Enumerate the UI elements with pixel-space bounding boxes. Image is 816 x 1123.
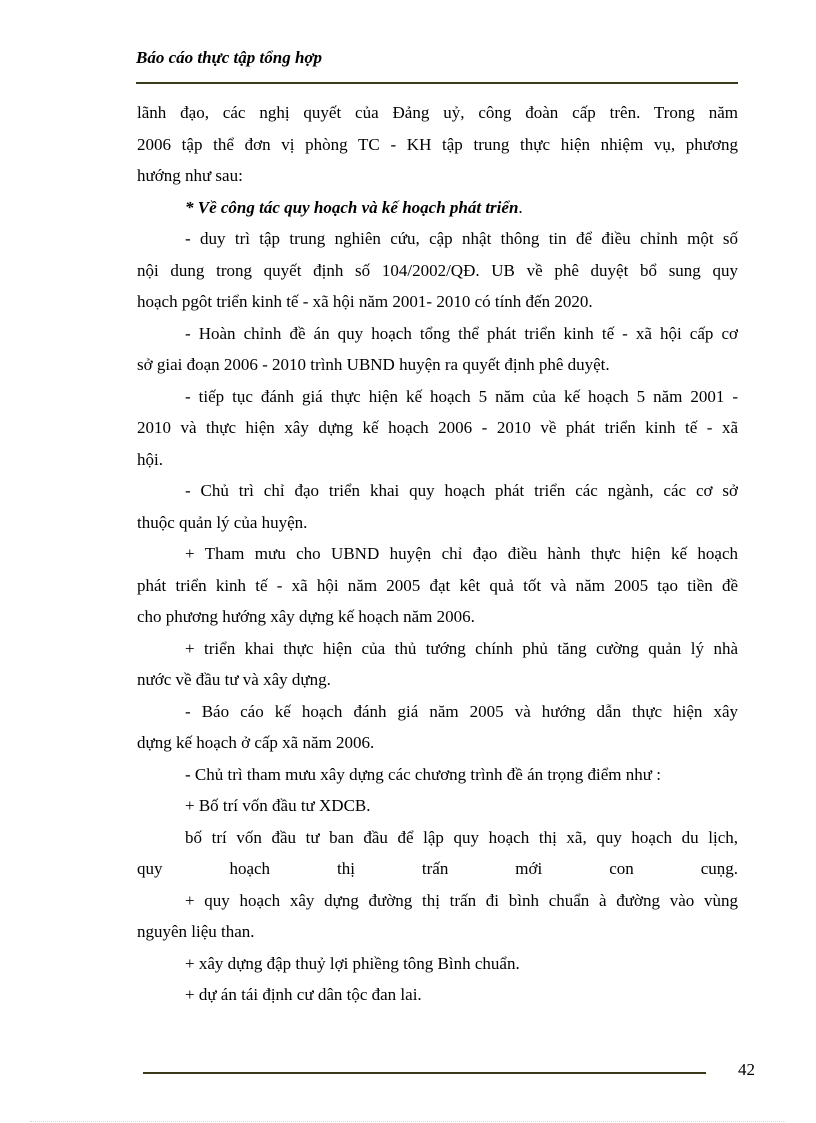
section-heading-period: . <box>518 197 523 217</box>
header-rule <box>136 82 738 84</box>
text-line: - tiếp tục đánh giá thực hiện kế hoạch 5 năm của kế hoạch 5 năm 2001 - <box>185 386 738 406</box>
text-line: + Tham mưu cho UBND huyện chỉ đạo điều hành thực hiện kế hoạch <box>185 544 738 563</box>
text-line: bố trí vốn đầu tư ban đầu để lập quy hoạch thị xã, quy hoạch du lịch, <box>185 827 738 847</box>
text-line: + Bố trí vốn đầu tư XDCB. <box>185 796 371 815</box>
text-line: nước về đầu tư và xây dựng. <box>137 670 331 689</box>
text-line: hoạch pgôt triển kinh tế - xã hội năm 2001- 2010 có tính đến 2020. <box>137 292 593 311</box>
footer-rule <box>143 1072 706 1074</box>
running-header: Báo cáo thực tập tổng hợp <box>136 48 323 67</box>
text-line: + xây dựng đập thuỷ lợi phiềng tông Bình chuẩn. <box>185 953 520 973</box>
page-number: 42 <box>738 1060 755 1079</box>
text-line: + quy hoạch xây dựng đường thị trấn đi bình chuẩn à đường vào vùng <box>185 890 738 910</box>
text-line: - Hoàn chỉnh đề án quy hoạch tổng thể phát triển kinh tế - xã hội cấp cơ <box>185 323 738 343</box>
text-line: 2006 tập thể đơn vị phòng TC - KH tập trung thực hiện nhiệm vụ, phương <box>137 134 738 154</box>
page-bottom-divider <box>30 1121 786 1122</box>
text-line: sở giai đoạn 2006 - 2010 trình UBND huyện ra quyết định phê duyệt. <box>137 355 610 374</box>
text-line: 2010 và thực hiện xây dựng kế hoạch 2006 - 2010 về phát triển kinh tế - xã <box>137 418 738 437</box>
text-line: - Chủ trì chỉ đạo triển khai quy hoạch phát triển các ngành, các cơ sở <box>185 481 738 500</box>
text-line: quy hoạch thị trấn mới con cuṇg. <box>137 859 738 878</box>
text-line: thuộc quản lý của huyện. <box>137 512 308 532</box>
body-text <box>137 97 738 1011</box>
section-heading <box>137 192 738 224</box>
text-line: + dự án tái định cư dân tộc đan lai. <box>185 985 422 1004</box>
text-line: nội dung trong quyết định số 104/2002/QĐ. UB về phê duyệt bổ sung quy <box>137 260 738 280</box>
text-line: - duy trì tập trung nghiên cứu, cập nhật thông tin để điều chỉnh một số <box>185 229 738 248</box>
text-line: nguyên liệu than. <box>137 922 255 941</box>
text-line: lãnh đạo, các nghị quyết của Đảng uỷ, công đoàn cấp trên. Trong năm <box>137 103 738 122</box>
text-line: - Chủ trì tham mưu xây dựng các chương trình đề án trọng điểm như : <box>185 764 661 784</box>
text-line: + triển khai thực hiện của thủ tướng chính phủ tăng cường quản lý nhà <box>185 638 738 658</box>
text-line: - Báo cáo kế hoạch đánh giá năm 2005 và hướng dẫn thực hiện xây <box>185 701 738 721</box>
text-line: hội. <box>137 449 163 469</box>
section-heading-text: * Về công tác quy hoạch và kế hoạch phát triển <box>185 197 519 217</box>
text-line: dựng kế hoạch ở cấp xã năm 2006. <box>137 733 375 752</box>
text-line: phát triển kinh tế - xã hội năm 2005 đạt kêt quả tốt và năm 2005 tạo tiền đề <box>137 575 738 595</box>
text-line: hướng như sau: <box>137 166 243 185</box>
text-line: cho phương hướng xây dựng kế hoạch năm 2006. <box>137 607 475 626</box>
